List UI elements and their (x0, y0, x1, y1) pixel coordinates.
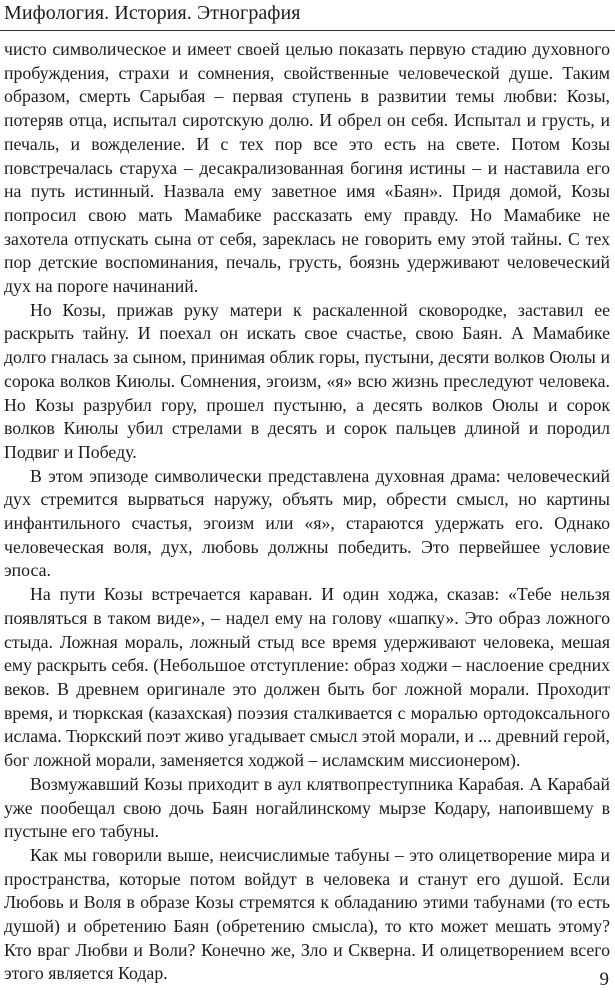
page-number: 9 (599, 969, 609, 990)
paragraph: В этом эпизоде символически представлена духовная драма: человеческий дух стремится вырваться наружу, объять мир, обрести смысл, но картины инфантильного счастья, эгоизм или «я», стараются удержать его. Однако человеческая воля, дух, любовь должны победить. Это первейшее условие эпоса. (4, 465, 610, 581)
running-title: Мифология. История. Этнография (4, 2, 301, 24)
paragraph: На пути Козы встречается караван. И один ходжа, сказав: «Тебе нельзя появляться в таком виде», – надел ему на голову «шапку». Это образ ложного стыда. Ложная мораль, ложный стыд все время удерживают человека, мешая ему раскрыть себя. (Небольшое отступление: образ ходжи – наслоение средних веков. В древнем оригинале это должен быть бог ложной морали. Проходит время, и тюркская (казахская) поэзия сталкивается с моралью ортодоксального ислама. Тюркский поэт живо угадывает смысл этой морали, и ... древний герой, бог ложной морали, заменяется ходжой – исламским миссионером). (4, 584, 610, 771)
paragraph: Возмужавший Козы приходит в аул клятвопреступника Карабая. А Карабай уже пообещал свою дочь Баян ногайлинскому мырзе Кодару, напоившему в пустыне его табуны. (4, 773, 610, 842)
paragraph: Но Козы, прижав руку матери к раскаленной сковородке, заставил ее раскрыть тайну. И поехал он искать свое счастье, свою Баян. А Мамабике долго гналась за сыном, принимая облик горы, пустыни, десяти волков Оюлы и сорока волков Киюлы. Сомнения, эгоизм, «я» всю жизнь преследуют человека. Но Козы разрубил гору, прошел пустыню, а десять волков Оюлы и сорок волков Киюлы убил стрелами в десять и сорок пальцев длиной и породил Подвиг и Победу. (4, 299, 610, 462)
header-rule (0, 30, 615, 31)
paragraph: Как мы говорили выше, неисчислимые табуны – это олицетворение мира и пространства, которые потом войдут в человека и станут его душой. Если Любовь и Воля в образе Козы стремятся к обладанию этими табунами (то есть душой) и обретению Баян (обретению смысла), то кто может мешать этому? Кто враг Любви и Воли? Конечно же, Зло и Скверна. И олицетворением всего этого является Кодар. (4, 844, 610, 984)
body-text (4, 38, 610, 986)
paragraph-continued: чисто символическое и имеет своей целью показать первую стадию духовного пробуждения, страхи и сомнения, свойственные человеческой душе. Таким образом, смерть Сарыбая – первая ступень в развитии темы любви: Козы, потеряв отца, испытал сиротскую долю. И обрел он себя. Испытал и грусть, и печаль, и вожделение. И с тех пор все это есть на свете. Потом Козы повстречалась старуха – десакрализованная богиня истины – и наставила его на путь истинный. Назвала ему заветное имя «Баян». Придя домой, Козы попросил свою мать Мамабике рассказать ему правду. Но Мамабике не захотела отпускать сына от себя, зареклась не говорить ему этой тайны. С тех пор детские воспоминания, печаль, грусть, боязнь удерживают человеческий дух на пороге начинаний. (4, 39, 610, 297)
